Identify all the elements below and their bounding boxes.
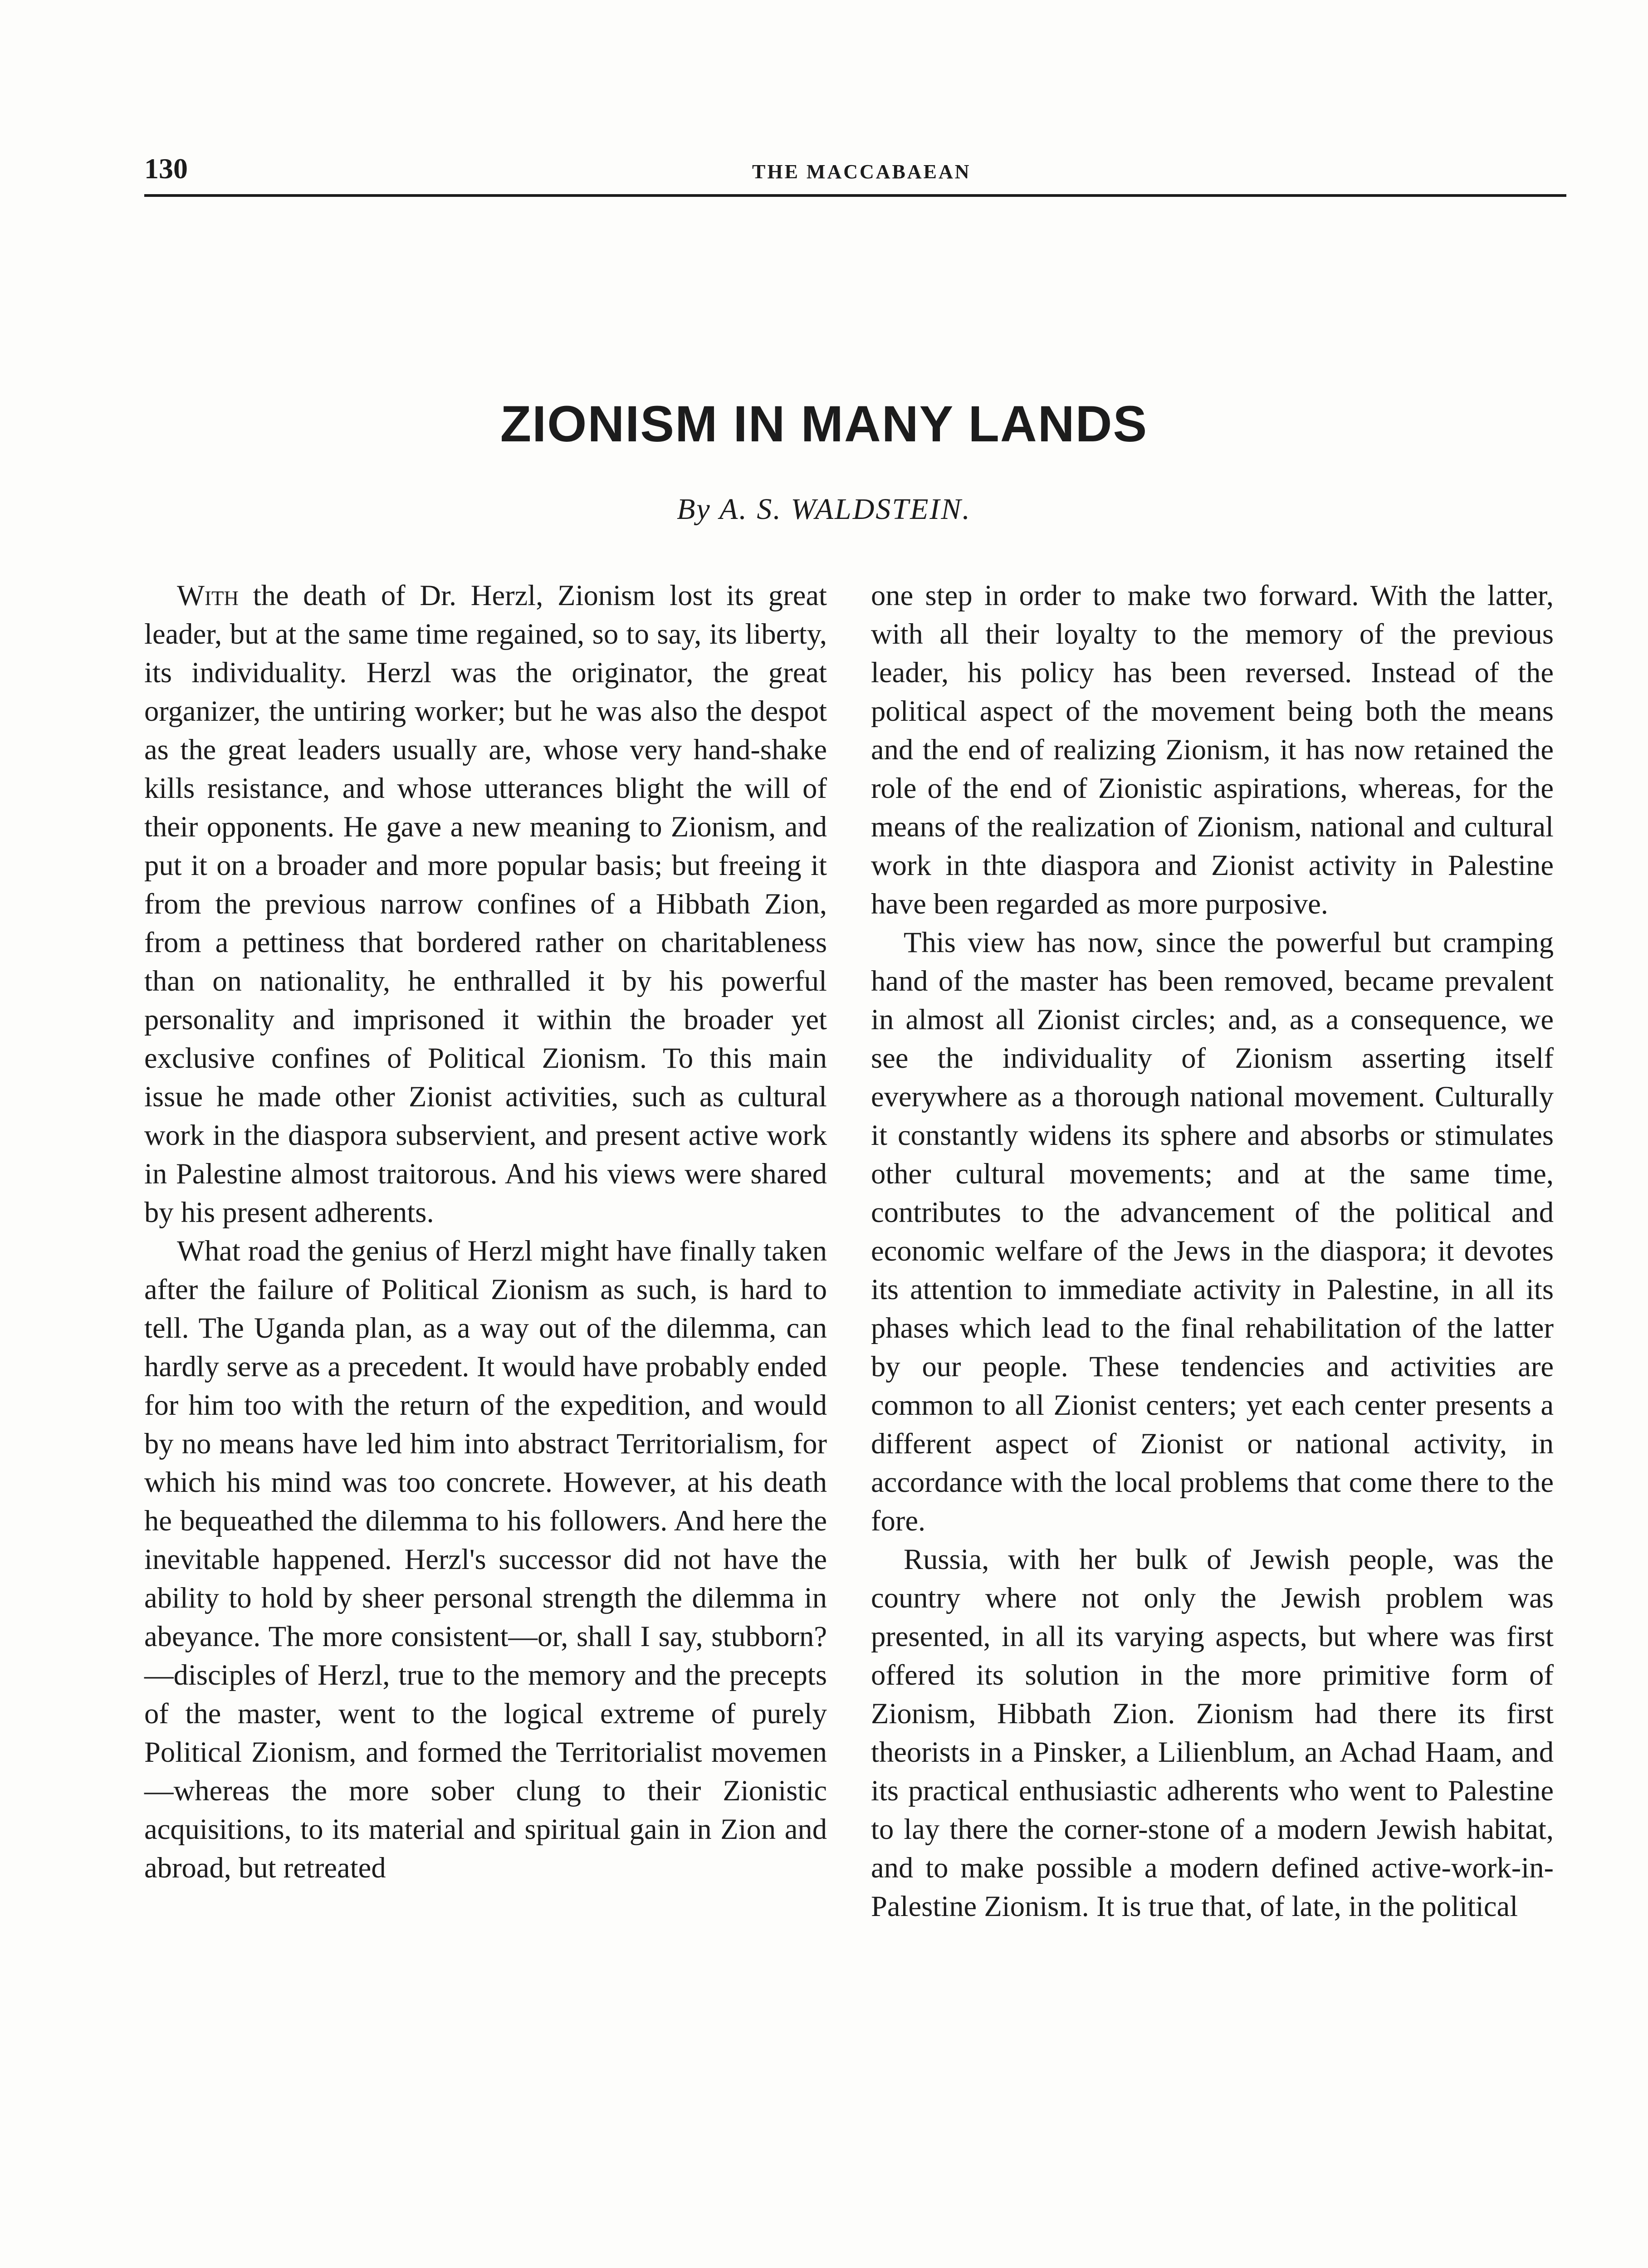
page-number: 130 [144, 152, 188, 185]
paragraph: What road the genius of Herzl might have finally taken after the failure of Political Zionism as such, is hard to tell. The Uganda plan, as a way out of the dilemma, can hardly serve as a precedent. It would have probably ended for him too with the return of the expedition, and would by no means have led him into abstract Territorialism, for which his mind was too concrete. However, at his death he bequeathed the dilemma to his followers. And here the inevitable happened. Herzl's successor did not have the ability to hold by sheer personal strength the dilemma in abeyance. The more consistent—or, shall I say, stubborn?—disciples of Herzl, true to the memory and the precepts of the master, went to the logical extreme of purely Political Zionism, and formed the Territorialist movemen—whereas the more sober clung to their Zionistic acquisitions, to its material and spiritual gain in Zion and abroad, but retreated [144, 1234, 827, 1884]
paragraph: one step in order to make two forward. With the latter, with all their loyalty to the memory of the previous leader, his policy has been reversed. Instead of the political aspect of the movement being both the means and the end of realizing Zionism, it has now retained the role of the end of Zionistic aspirations, whereas, for the means of the realization of Zionism, national and cultural work in thte diaspora and Zionist activity in Palestine have been regarded as more purposive. [871, 579, 1554, 920]
byline: By A. S. WALDSTEIN. [677, 493, 971, 526]
paragraph: This view has now, since the powerful but cramping hand of the master has been removed, became prevalent in almost all Zionist circles; and, as a consequence, we see the individuality of Zionism asserting itself everywhere as a thorough national movement. Culturally it constantly widens its sphere and absorbs or stimulates other cultural movements; and at the same time, contributes to the advancement of the political and economic welfare of the Jews in the diaspora; it devotes its attention to immediate activity in Palestine, in all its phases which lead to the final rehabilitation of the latter by our people. These tendencies and activities are common to all Zionist centers; yet each center presents a different aspect of Zionist or national activity, in accordance with the local problems that come there to the fore. [871, 926, 1554, 1537]
paragraph-text: the death of Dr. Herzl, Zionism lost its great leader, but at the same time regained, so to say, its liberty, its individuality. Herzl was the originator, the great organizer, the untiring worker; but he was also the despot as the great leaders usually are, whose very hand-shake kills resistance, and whose utterances blight the will of their opponents. He gave a new meaning to Zionism, and put it on a broader and more popular basis; but freeing it from the previous narrow confines of a Hibbath Zion, from a pettiness that bordered rather on charitableness than on nationality, he enthralled it by his powerful personality and imprisoned it within the broader yet exclusive confines of Political Zionism. To this main issue he made other Zionist activities, such as cultural work in the diaspora subservient, and present active work in Palestine almost traitorous. And his views were shared by his present adherents. [144, 579, 827, 1228]
article-title: ZIONISM IN MANY LANDS [500, 396, 1148, 452]
paragraph [144, 576, 827, 1232]
journal-name: THE MACCABAEAN [752, 161, 971, 183]
left-column [144, 576, 827, 1887]
running-head [144, 152, 1566, 193]
header-rule [144, 194, 1566, 197]
drop-word: With [177, 579, 239, 611]
right-column [871, 576, 1554, 1926]
paragraph: Russia, with her bulk of Jewish people, was the country where not only the Jewish problem was presented, in all its varying aspects, but where was first offered its solution in the more primitive form of Zionism, Hibbath Zion. Zionism had there its first theorists in a Pinsker, a Lilienblum, an Achad Haam, and its practical enthusiastic adherents who went to Palestine to lay there the corner-stone of a modern Jewish habitat, and to make possible a modern defined active-work-in-Palestine Zionism. It is true that, of late, in the political [871, 1543, 1554, 1922]
